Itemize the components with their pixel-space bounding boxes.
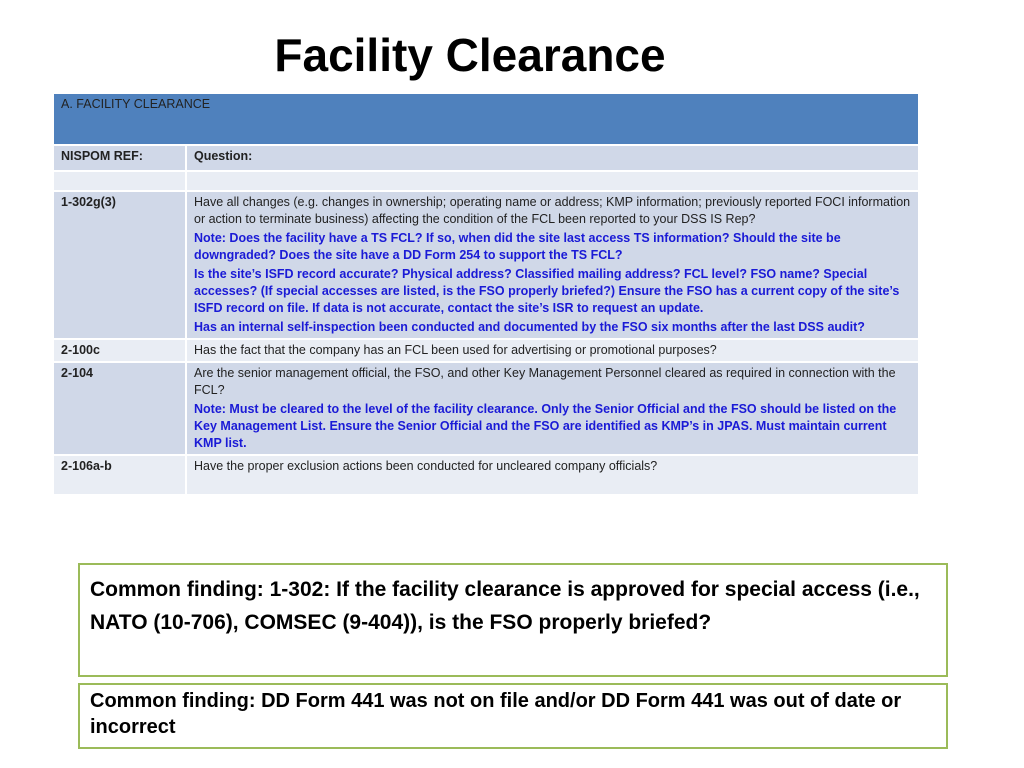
note-text: Note: Must be cleared to the level of the facility clearance. Only the Senior Official and the FSO should be listed on the Key Management List. Ensure the Senior Official and the FSO are identified as KMP’s in JPAS. Must maintain current KMP list. (194, 402, 897, 450)
spacer-cell (186, 171, 919, 191)
column-header-nispom-ref: NISPOM REF: (53, 145, 186, 171)
spacer-row (53, 171, 919, 191)
nispom-ref-cell: 2-100c (53, 339, 186, 362)
question-cell (186, 339, 919, 362)
question-cell (186, 362, 919, 455)
question-cell (186, 191, 919, 339)
slide-title: Facility Clearance (274, 29, 666, 81)
column-header-question: Question: (186, 145, 919, 171)
question-cell (186, 455, 919, 495)
spacer-cell (53, 171, 186, 191)
table-row (53, 455, 919, 495)
section-header: A. FACILITY CLEARANCE (53, 93, 919, 145)
table-row (53, 362, 919, 455)
common-finding-box: Common finding: 1-302: If the facility clearance is approved for special access (i.e., NATO (10-706), COMSEC (9-404)), is the FSO properly briefed? (78, 563, 948, 677)
facility-clearance-table (52, 92, 920, 496)
column-header-row (53, 145, 919, 171)
nispom-ref-cell: 2-104 (53, 362, 186, 455)
question-text: Are the senior management official, the FSO, and other Key Management Personnel cleared as required in connection with the FCL? (194, 366, 896, 397)
note-text: Is the site’s ISFD record accurate? Physical address? Classified mailing address? FCL level? FSO name? Special accesses? (If special accesses are listed, is the FSO properly briefed?) Ensure the FSO has a current copy of the site’s ISFD record on file. If data is not accurate, contact the site’s ISR to request an update. (194, 267, 900, 315)
nispom-ref-cell: 2-106a-b (53, 455, 186, 495)
question-text: Have all changes (e.g. changes in ownership; operating name or address; KMP information; previously reported FOCI information or action to terminate business) affecting the condition of the FCL been reported to your DSS IS Rep? (194, 195, 911, 226)
table-row (53, 339, 919, 362)
note-text: Note: Does the facility have a TS FCL? If so, when did the site last access TS information? Should the site be downgraded? Does the site have a DD Form 254 to support the TS FCL? (194, 231, 841, 262)
question-text: Have the proper exclusion actions been conducted for uncleared company officials? (194, 459, 658, 473)
note-text: Has an internal self-inspection been conducted and documented by the FSO six months after the last DSS audit? (194, 320, 865, 334)
common-finding-box: Common finding: DD Form 441 was not on file and/or DD Form 441 was out of date or incorrect (78, 683, 948, 749)
question-text: Has the fact that the company has an FCL been used for advertising or promotional purposes? (194, 343, 717, 357)
section-header-row (53, 93, 919, 145)
nispom-ref-cell: 1-302g(3) (53, 191, 186, 339)
table-row (53, 191, 919, 339)
